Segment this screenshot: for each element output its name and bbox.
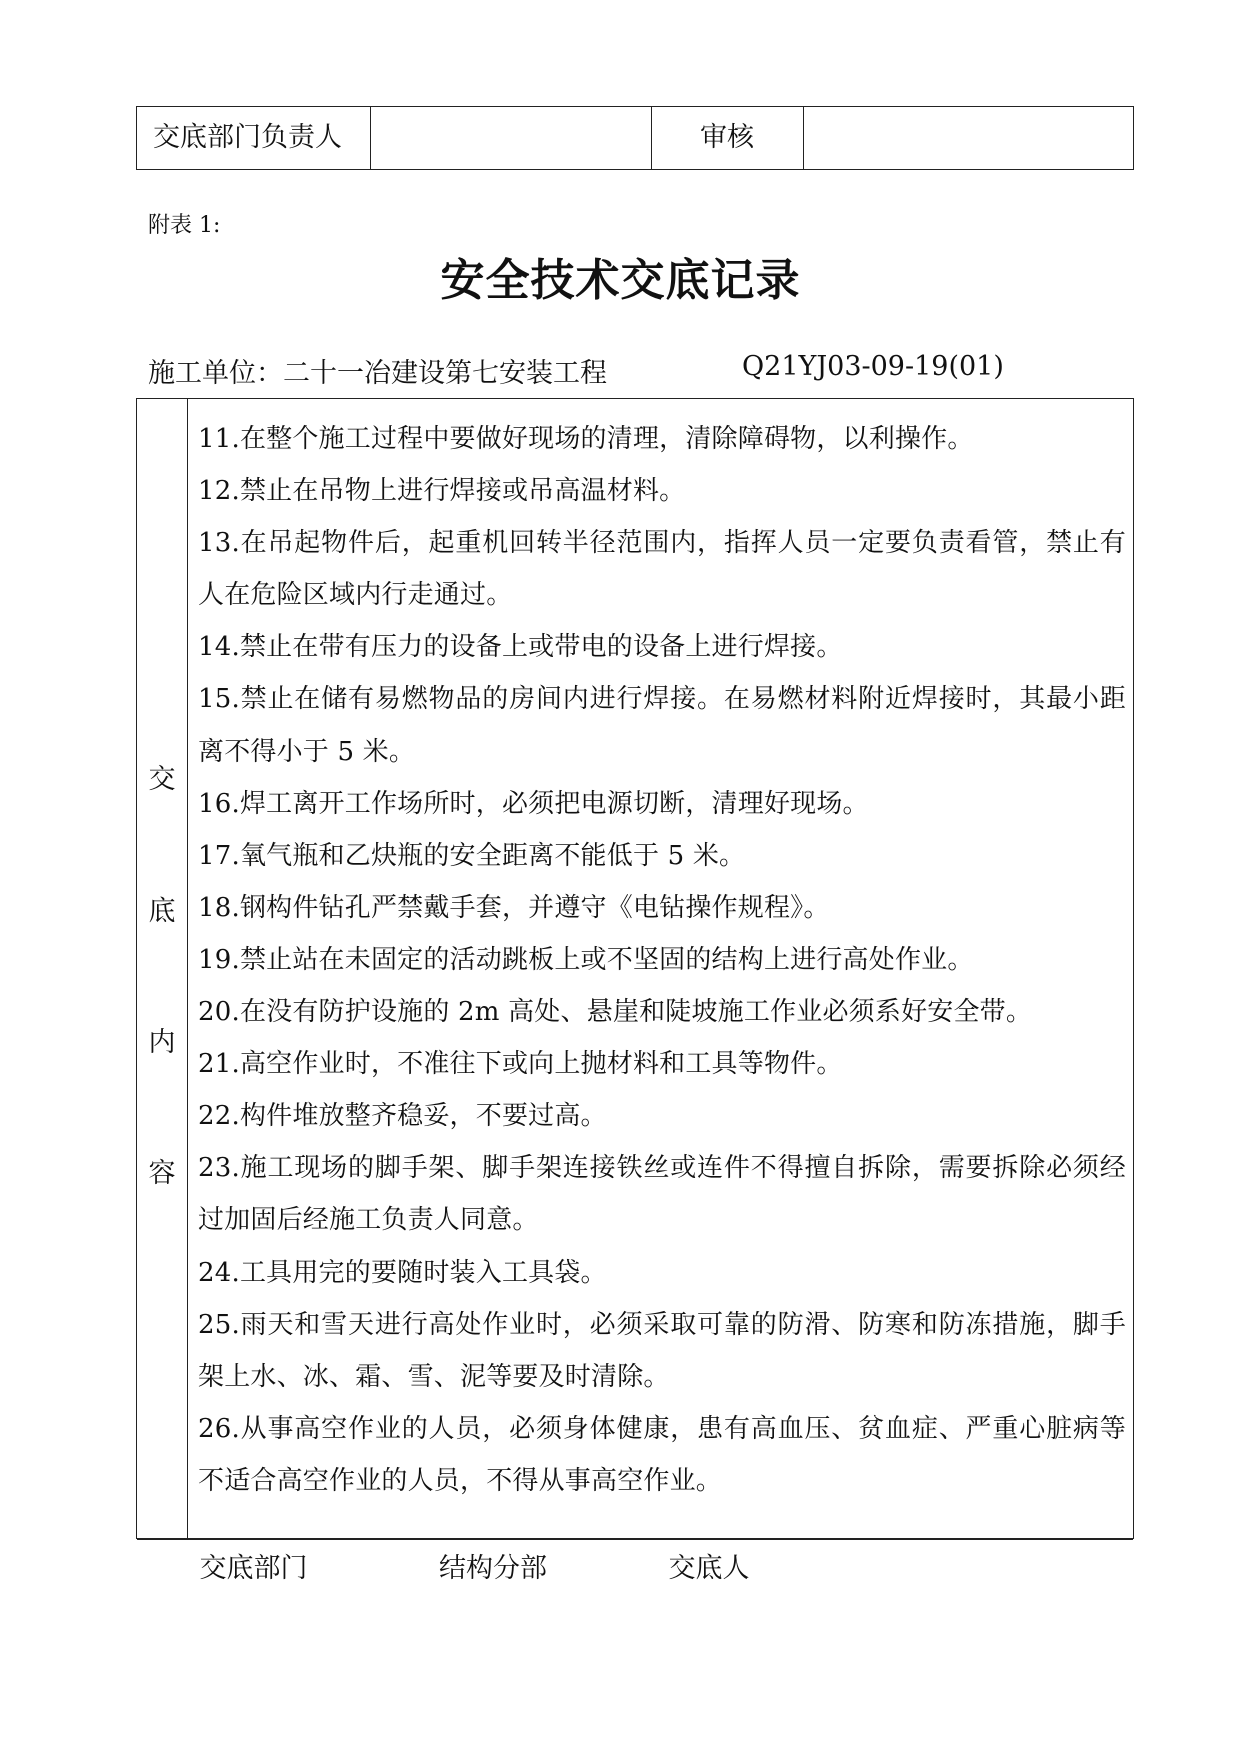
- list-item: 16.焊工离开工作场所时，必须把电源切断，清理好现场。: [198, 788, 869, 819]
- page-title: 安全技术交底记录: [440, 255, 801, 306]
- appendix-label: 附表 1:: [148, 213, 221, 238]
- divider: [137, 1539, 1133, 1540]
- construction-unit: 施工单位：二十一冶建设第七安装工程: [148, 358, 607, 389]
- divider: [803, 107, 804, 169]
- briefing-dept-label: 交底部门: [199, 1553, 308, 1584]
- briefing-person-label: 交底人: [668, 1553, 750, 1584]
- list-item: 26.从事高空作业的人员，必须身体健康，患有高血压、贫血症、严重心脏病等不适合高空作业的人员，不得从事高空作业。: [198, 1413, 1126, 1496]
- side-label-char: 内: [148, 1027, 176, 1058]
- list-item: 12.禁止在吊物上进行焊接或吊高温材料。: [198, 476, 686, 507]
- list-item: 11.在整个施工过程中要做好现场的清理，清除障碍物，以利操作。: [198, 424, 974, 454]
- list-item: 24.工具用完的要随时装入工具袋。: [198, 1257, 607, 1288]
- side-label-char: 交: [148, 764, 176, 795]
- list-item: 18.钢构件钻孔严禁戴手套，并遵守《电钻操作规程》。: [198, 892, 830, 923]
- divider: [187, 399, 188, 1539]
- list-item: 23.施工现场的脚手架、脚手架连接铁丝或连件不得擅自拆除，需要拆除必须经过加固后经施工负责人同意。: [198, 1153, 1126, 1236]
- review-label: 审核: [700, 122, 754, 153]
- list-item: 19.禁止站在未固定的活动跳板上或不坚固的结构上进行高处作业。: [198, 944, 974, 975]
- briefing-dept-value: 结构分部: [439, 1553, 547, 1584]
- list-item: 22.构件堆放整齐稳妥，不要过高。: [198, 1101, 607, 1132]
- list-item: 15.禁止在储有易燃物品的房间内进行焊接。在易燃材料附近焊接时，其最小距离不得小于 5 米。: [198, 684, 1126, 767]
- list-item: 21.高空作业时，不准往下或向上抛材料和工具等物件。: [198, 1049, 843, 1080]
- side-label-char: 底: [148, 896, 176, 927]
- review-table: [136, 106, 1134, 170]
- list-item: 20.在没有防护设施的 2m 高处、悬崖和陡坡施工作业必须系好安全带。: [198, 997, 1033, 1028]
- dept-head-label: 交底部门负责人: [153, 122, 342, 153]
- document-code: Q21YJ03-09-19(01): [742, 351, 1004, 382]
- briefing-content: [198, 413, 1126, 1507]
- list-item: 25.雨天和雪天进行高处作业时，必须采取可靠的防滑、防寒和防冻措施，脚手架上水、冰、霜、雪、泥等要及时清除。: [198, 1309, 1126, 1392]
- side-label-char: 容: [148, 1158, 176, 1189]
- divider: [370, 107, 371, 169]
- list-item: 14.禁止在带有压力的设备上或带电的设备上进行焊接。: [198, 632, 843, 663]
- list-item: 13.在吊起物件后，起重机回转半径范围内，指挥人员一定要负责看管，禁止有人在危险区域内行走通过。: [198, 528, 1126, 611]
- list-item: 17.氧气瓶和乙炔瓶的安全距离不能低于 5 米。: [198, 840, 746, 871]
- briefing-table: [136, 398, 1134, 1584]
